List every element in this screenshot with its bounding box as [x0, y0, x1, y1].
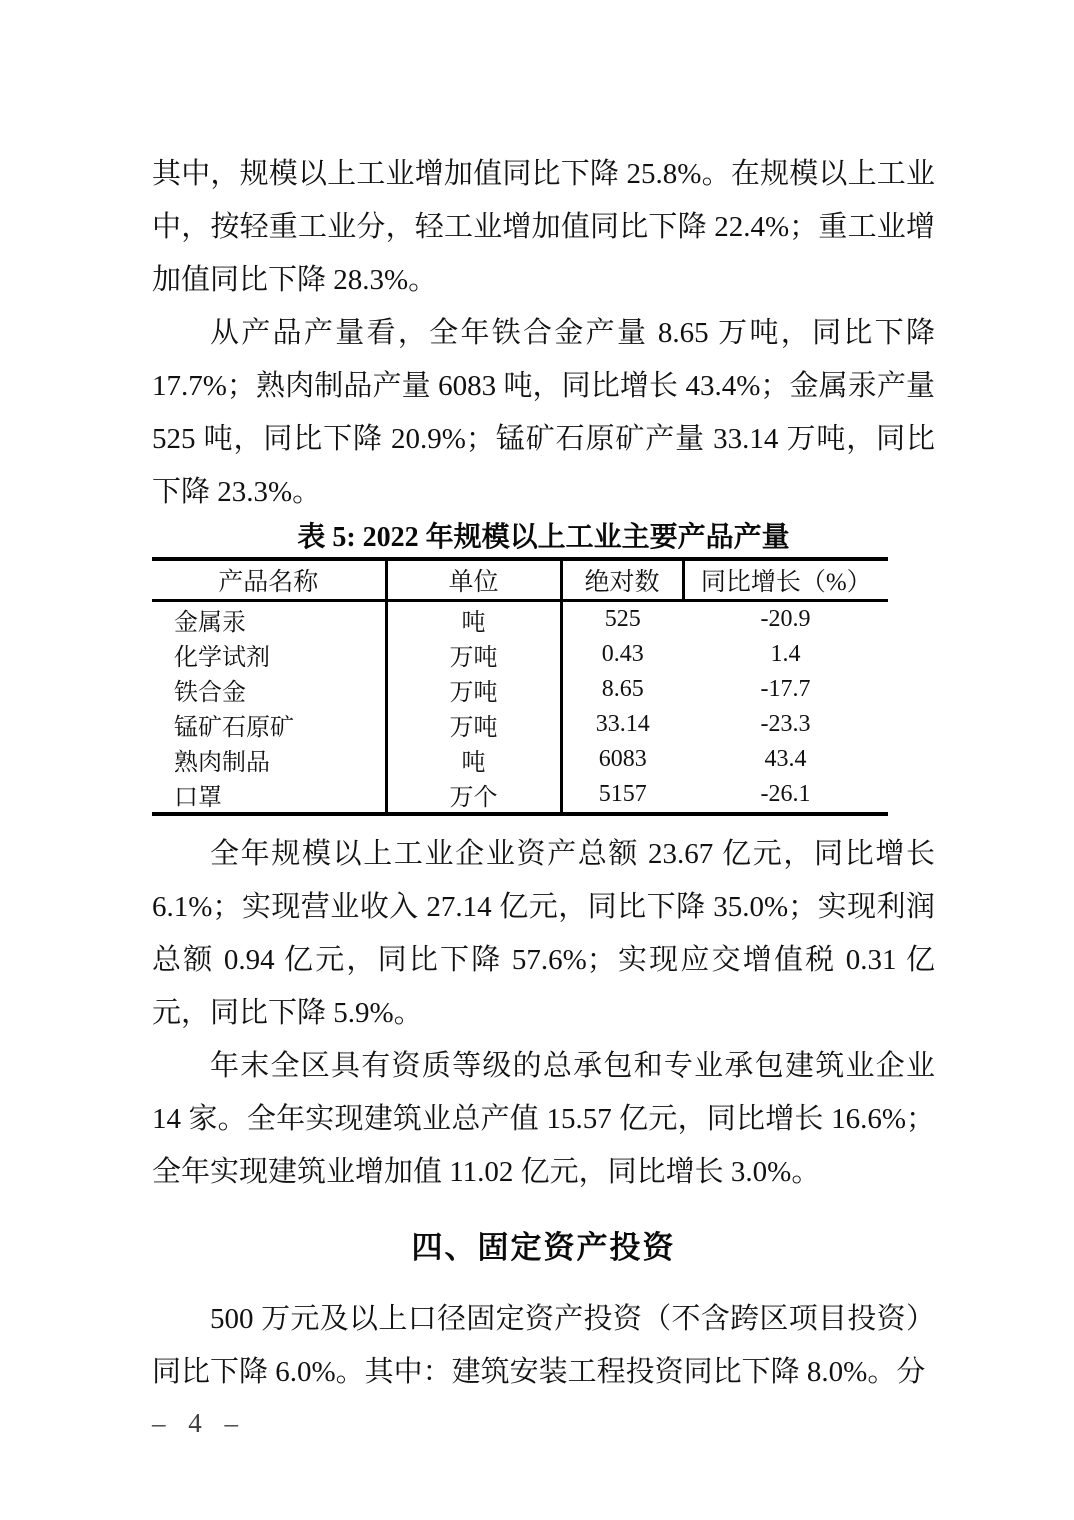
- table-cell: 万吨: [386, 672, 561, 707]
- paragraph-product-output: 从产品产量看，全年铁合金产量 8.65 万吨，同比下降 17.7%；熟肉制品产量 6083 吨，同比增长 43.4%；金属汞产量 525 吨，同比下降 20.9%；锰矿石原矿产量 33.14 万吨，同比下降 23.3%。: [152, 317, 935, 508]
- table-caption: 表 5: 2022 年规模以上工业主要产品产量: [297, 522, 790, 553]
- table-cell: 5157: [598, 781, 647, 807]
- table-cell: -26.1: [760, 781, 811, 807]
- table-row: [152, 601, 888, 638]
- section-heading-fixed-asset-investment: 四、固定资产投资: [411, 1230, 676, 1265]
- table-cell: -23.3: [760, 711, 811, 737]
- paragraph-construction-industry: 年末全区具有资质等级的总承包和专业承包建筑业企业 14 家。全年实现建筑业总产值 15.57 亿元，同比增长 16.6%；全年实现建筑业增加值 11.02 亿元，同比增长 3.0%。: [152, 1050, 935, 1188]
- column-header-yoy-growth: 同比增长（%）: [683, 559, 888, 601]
- table-cell: 8.65: [601, 676, 644, 702]
- table-header: [152, 559, 888, 601]
- column-header-unit: 单位: [386, 559, 561, 601]
- table-cell: 43.4: [764, 746, 807, 772]
- table-cell: -17.7: [760, 676, 811, 702]
- table-cell: 1.4: [770, 641, 801, 667]
- table-cell: 锰矿石原矿: [152, 707, 386, 742]
- table-body: [152, 601, 888, 815]
- table-row: [152, 742, 888, 777]
- paragraph-enterprise-assets: 全年规模以上工业企业资产总额 23.67 亿元，同比增长 6.1%；实现营业收入 27.14 亿元，同比下降 35.0%；实现利润总额 0.94 亿元，同比下降 57.6%；实现应交增值税 0.31 亿元，同比下降 5.9%。: [152, 838, 935, 1029]
- table-cell: 0.43: [601, 641, 644, 667]
- table-cell: 口罩: [152, 777, 386, 814]
- column-header-product-name: 产品名称: [152, 559, 386, 601]
- table-row: [152, 777, 888, 814]
- table-cell: 金属汞: [152, 601, 386, 638]
- table-cell: 吨: [386, 742, 561, 777]
- table-cell: 6083: [598, 746, 647, 772]
- table-cell: -20.9: [760, 606, 811, 632]
- table-cell: 熟肉制品: [152, 742, 386, 777]
- table-cell: 万吨: [386, 707, 561, 742]
- table-cell: 化学试剂: [152, 637, 386, 672]
- table-cell: 吨: [386, 601, 561, 638]
- table-cell: 万吨: [386, 637, 561, 672]
- table-row: [152, 672, 888, 707]
- page-number: – 4 –: [152, 1408, 246, 1438]
- paragraph-industry-added-value: 其中，规模以上工业增加值同比下降 25.8%。在规模以上工业中，按轻重工业分，轻工业增加值同比下降 22.4%；重工业增加值同比下降 28.3%。: [152, 158, 935, 296]
- column-header-absolute-value: 绝对数: [561, 559, 683, 601]
- page-content: [152, 148, 935, 1399]
- products-output-table: [152, 557, 888, 816]
- table-row: [152, 707, 888, 742]
- table-cell: 万个: [386, 777, 561, 814]
- table-header-row: [152, 559, 888, 601]
- table-cell: 525: [604, 606, 641, 632]
- table-row: [152, 637, 888, 672]
- table-cell: 33.14: [595, 711, 650, 737]
- paragraph-fixed-asset-investment: 500 万元及以上口径固定资产投资（不含跨区项目投资）同比下降 6.0%。其中：建筑安装工程投资同比下降 8.0%。分: [152, 1303, 935, 1388]
- table-cell: 铁合金: [152, 672, 386, 707]
